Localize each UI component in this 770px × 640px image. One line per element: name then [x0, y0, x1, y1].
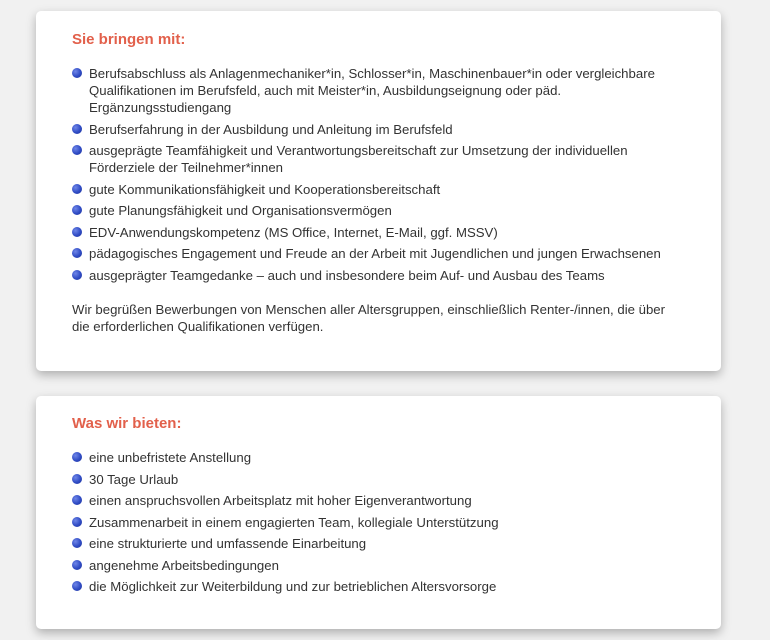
bullet-icon: [72, 205, 82, 215]
bullet-icon: [72, 145, 82, 155]
list-item-text: Berufserfahrung in der Ausbildung und Anleitung im Berufsfeld: [89, 121, 453, 137]
bullet-icon: [72, 124, 82, 134]
list-item-text: EDV-Anwendungskompetenz (MS Office, Internet, E-Mail, ggf. MSSV): [89, 224, 498, 240]
list-item: [72, 65, 681, 116]
list-item-text: eine unbefristete Anstellung: [89, 450, 252, 465]
list-item-text: Zusammenarbeit in einem engagierten Team, kollegiale Unterstützung: [89, 514, 499, 530]
list-item: [72, 557, 681, 574]
bullet-icon: [72, 474, 82, 484]
list-item-text: gute Kommunikationsfähigkeit und Kooperationsbereitschaft: [89, 181, 441, 197]
list-item: [72, 578, 681, 595]
list-item-text: gute Planungsfähigkeit und Organisationsvermögen: [89, 203, 392, 218]
list-item-text: ausgeprägte Teamfähigkeit und Verantwortungsbereitschaft zur Umsetzung der individuellen Förderziele der Teilnehmer*innen: [89, 143, 628, 175]
requirements-note: Wir begrüßen Bewerbungen von Menschen aller Altersgruppen, einschließlich Renter-/innen, die über die erforderlichen Qualifikationen verfügen.: [72, 301, 666, 334]
offer-list: [72, 449, 681, 595]
bullet-icon: [72, 227, 82, 237]
list-item-text: eine strukturierte und umfassende Einarbeitung: [89, 536, 367, 551]
offer-card: [36, 396, 721, 629]
bullet-icon: [72, 495, 82, 505]
list-item: [72, 449, 681, 466]
bullet-icon: [72, 68, 82, 78]
requirements-title: Sie bringen mit:: [72, 31, 186, 48]
bullet-icon: [72, 452, 82, 462]
list-item: [72, 224, 681, 241]
requirements-card: [36, 11, 721, 371]
bullet-icon: [72, 538, 82, 548]
bullet-icon: [72, 581, 82, 591]
list-item-text: angenehme Arbeitsbedingungen: [89, 557, 279, 573]
bullet-icon: [72, 270, 82, 280]
list-item-text: die Möglichkeit zur Weiterbildung und zur betrieblichen Altersvorsorge: [89, 579, 497, 594]
bullet-icon: [72, 248, 82, 258]
list-item: [72, 267, 681, 284]
list-item-text: pädagogisches Engagement und Freude an der Arbeit mit Jugendlichen und jungen Erwachsenen: [89, 246, 661, 261]
list-item-text: einen anspruchsvollen Arbeitsplatz mit hoher Eigenverantwortung: [89, 493, 472, 508]
list-item-text: ausgeprägter Teamgedanke – auch und insbesondere beim Auf- und Ausbau des Teams: [89, 267, 605, 283]
list-item: [72, 121, 681, 138]
list-item: [72, 535, 681, 552]
bullet-icon: [72, 517, 82, 527]
bullet-icon: [72, 560, 82, 570]
list-item: [72, 245, 681, 262]
requirements-list: [72, 65, 681, 284]
list-item: [72, 181, 681, 198]
offer-title: Was wir bieten:: [72, 415, 182, 432]
list-item: [72, 492, 681, 509]
list-item: [72, 142, 681, 176]
list-item-text: 30 Tage Urlaub: [89, 471, 179, 487]
list-item: [72, 471, 681, 488]
list-item-text: Berufsabschluss als Anlagenmechaniker*in, Schlosser*in, Maschinenbauer*in oder vergleichbare Qualifikationen im Berufsfeld, auch mit Meister*in, Ausbildungseignung oder päd. Ergänzungsstudiengang: [89, 66, 655, 115]
bullet-icon: [72, 184, 82, 194]
list-item: [72, 514, 681, 531]
list-item: [72, 202, 681, 219]
